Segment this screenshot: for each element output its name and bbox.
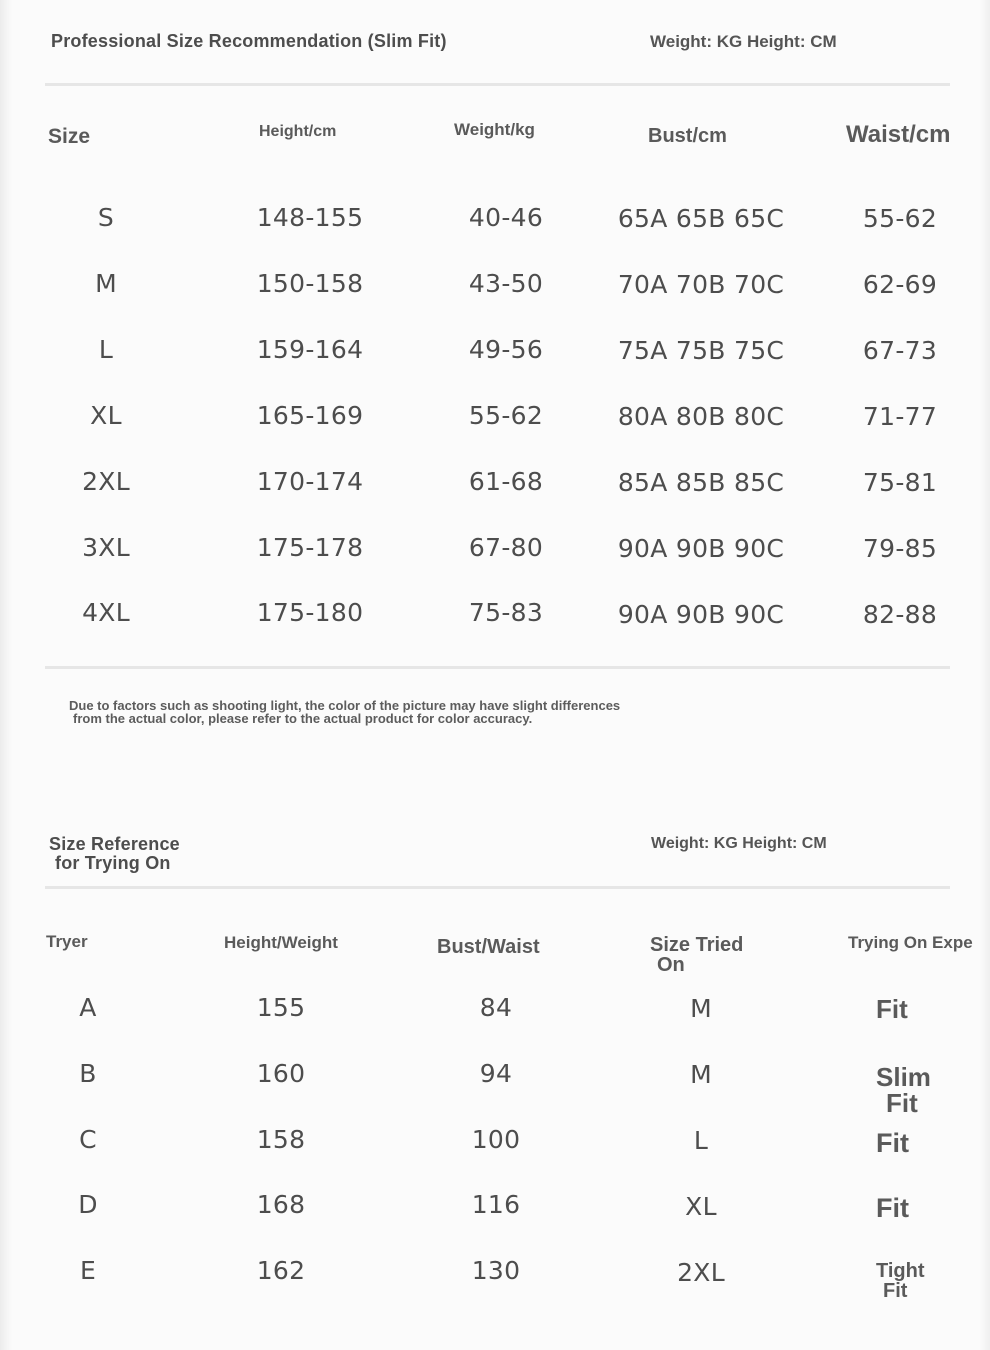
table-cell-weight: 40-46 — [468, 203, 544, 232]
table-cell-size: 4XL — [82, 598, 130, 627]
table-cell-weight: 49-56 — [468, 335, 544, 364]
table-cell-height-weight: 158 — [256, 1125, 306, 1154]
table-cell-bust-waist: 130 — [471, 1256, 521, 1285]
color-disclaimer — [69, 699, 620, 725]
col-header-experience: Trying On Expe — [848, 933, 973, 952]
table-cell-height: 165-169 — [256, 401, 364, 430]
table-cell-bust: 90A 90B 90C — [617, 600, 785, 629]
table-cell-waist: 79-85 — [862, 534, 938, 563]
table-cell-size: S — [97, 203, 115, 232]
table-cell-height-weight: 162 — [256, 1256, 306, 1285]
table-cell-bust-waist: 116 — [471, 1190, 521, 1219]
table-cell-height: 159-164 — [256, 335, 364, 364]
table-cell-waist: 75-81 — [862, 468, 938, 497]
table-cell-weight: 75-83 — [468, 598, 544, 627]
table-cell-experience — [876, 1130, 909, 1157]
table-cell-height: 148-155 — [256, 203, 364, 232]
col-header-height-weight: Height/Weight — [224, 933, 338, 952]
table-cell-size: L — [98, 335, 114, 364]
size-chart-top-rule — [45, 83, 950, 86]
table-cell-size: 2XL — [82, 467, 130, 496]
table-cell-height: 150-158 — [256, 269, 364, 298]
table-cell-height: 175-178 — [256, 533, 364, 562]
table-cell-size-tried: M — [690, 1060, 712, 1089]
table-cell-height-weight: 155 — [256, 993, 306, 1022]
experience-line: Fit — [876, 994, 908, 1024]
tryon-units: Weight: KG Height: CM — [651, 835, 827, 852]
table-cell-bust: 85A 85B 85C — [617, 468, 785, 497]
table-cell-weight: 67-80 — [468, 533, 544, 562]
table-cell-waist: 62-69 — [862, 270, 938, 299]
table-cell-bust-waist: 84 — [479, 993, 513, 1022]
header-line: Size Tried — [650, 934, 744, 956]
col-header-size-tried — [650, 935, 743, 975]
table-cell-experience — [876, 996, 908, 1022]
table-cell-waist: 55-62 — [862, 204, 938, 233]
table-cell-weight: 55-62 — [468, 401, 544, 430]
tryon-top-rule — [45, 886, 950, 889]
table-cell-tryer: D — [78, 1190, 98, 1219]
table-cell-bust: 70A 70B 70C — [617, 270, 785, 299]
table-cell-height-weight: 168 — [256, 1190, 306, 1219]
header-line: On — [657, 954, 685, 976]
tryon-title-line: for Trying On — [55, 853, 171, 873]
table-cell-experience — [876, 1195, 909, 1222]
col-header-tryer: Tryer — [46, 932, 88, 951]
table-cell-size: M — [95, 269, 117, 298]
table-cell-bust: 80A 80B 80C — [617, 402, 785, 431]
table-cell-waist: 82-88 — [862, 600, 938, 629]
page-edge-shadow-left — [0, 0, 12, 1350]
disclaimer-line: from the actual color, please refer to the actual product for color accuracy. — [73, 711, 533, 726]
table-cell-height: 175-180 — [256, 598, 364, 627]
size-chart-title: Professional Size Recommendation (Slim Fit) — [51, 31, 447, 51]
col-header-waist: Waist/cm — [846, 121, 951, 148]
size-chart-bottom-rule — [45, 666, 950, 669]
experience-line: Tight — [876, 1260, 925, 1282]
table-cell-height-weight: 160 — [256, 1059, 306, 1088]
col-header-height: Height/cm — [259, 123, 337, 140]
experience-line: Slim — [876, 1062, 931, 1092]
disclaimer-line: Due to factors such as shooting light, the color of the picture may have slight differences — [69, 698, 621, 713]
table-cell-bust: 90A 90B 90C — [617, 534, 785, 563]
experience-line: Fit — [876, 1128, 909, 1158]
experience-line: Fit — [883, 1280, 908, 1302]
size-chart-units: Weight: KG Height: CM — [650, 32, 837, 51]
table-cell-bust-waist: 100 — [471, 1125, 521, 1154]
table-cell-waist: 71-77 — [862, 402, 938, 431]
table-cell-weight: 43-50 — [468, 269, 544, 298]
table-cell-size-tried: L — [693, 1126, 709, 1155]
table-cell-experience — [876, 1261, 925, 1301]
experience-line: Fit — [876, 1193, 909, 1223]
tryon-title — [49, 835, 180, 873]
col-header-bust-waist: Bust/Waist — [437, 936, 540, 958]
col-header-weight: Weight/kg — [454, 120, 535, 139]
tryon-title-line: Size Reference — [49, 834, 180, 854]
table-cell-tryer: E — [79, 1256, 97, 1285]
table-cell-experience — [876, 1064, 931, 1116]
table-cell-tryer: B — [79, 1059, 97, 1088]
experience-line: Fit — [886, 1088, 918, 1118]
col-header-size: Size — [48, 125, 91, 148]
table-cell-bust: 75A 75B 75C — [617, 336, 785, 365]
page-edge-shadow-right — [980, 0, 990, 1350]
table-cell-waist: 67-73 — [862, 336, 938, 365]
table-cell-size: 3XL — [82, 533, 130, 562]
table-cell-size-tried: M — [690, 994, 712, 1023]
table-cell-tryer: C — [79, 1125, 97, 1154]
col-header-bust: Bust/cm — [648, 125, 727, 147]
table-cell-bust: 65A 65B 65C — [617, 204, 785, 233]
table-cell-bust-waist: 94 — [479, 1059, 513, 1088]
table-cell-size-tried: 2XL — [677, 1258, 725, 1287]
table-cell-size-tried: XL — [685, 1192, 717, 1221]
table-cell-size: XL — [90, 401, 122, 430]
table-cell-height: 170-174 — [256, 467, 364, 496]
table-cell-weight: 61-68 — [468, 467, 544, 496]
table-cell-tryer: A — [79, 993, 97, 1022]
